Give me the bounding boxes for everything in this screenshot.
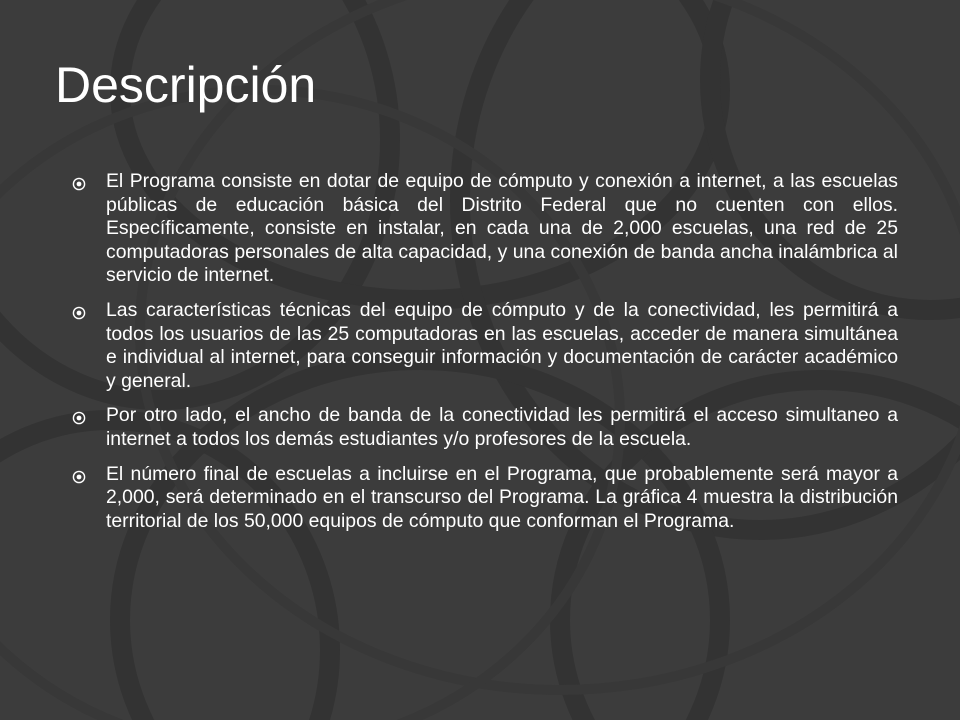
circled-target-bullet-icon <box>72 306 86 320</box>
bullet-item <box>72 404 898 451</box>
bullet-text: Por otro lado, el ancho de banda de la conectividad les permitirá el acceso simultaneo a internet a todos los demás estudiantes y/o profesores de la escuela. <box>106 404 898 450</box>
bullet-text: Las características técnicas del equipo de cómputo y de la conectividad, les permitirá a todos los usuarios de las 25 computadoras en las escuelas, acceder de manera simultánea e individual al internet, para conseguir información y documentación de carácter académico y general. <box>106 298 898 392</box>
bullet-text: El Programa consiste en dotar de equipo de cómputo y conexión a internet, a las escuelas públicas de educación básica del Distrito Federal que no cuenten con ellos. Específicamente, consiste en instalar, en cada una de 2,000 escuelas, una red de 25 computadoras personales de alta capacidad, y una conexión de banda ancha inalámbrica al servicio de internet. <box>106 170 898 287</box>
bullet-item <box>72 463 898 534</box>
circled-target-bullet-icon <box>72 470 86 484</box>
circled-target-bullet-icon <box>72 177 86 191</box>
bullet-list <box>72 170 898 544</box>
bullet-item <box>72 170 898 288</box>
circled-target-bullet-icon <box>72 411 86 425</box>
bullet-text: El número final de escuelas a incluirse en el Programa, que probablemente será mayor a 2,000, será determinado en el transcurso del Programa. La gráfica 4 muestra la distribución territorial de los 50,000 equipos de cómputo que conforman el Programa. <box>106 462 898 532</box>
slide-title: Descripción <box>55 57 317 113</box>
bullet-item <box>72 299 898 393</box>
